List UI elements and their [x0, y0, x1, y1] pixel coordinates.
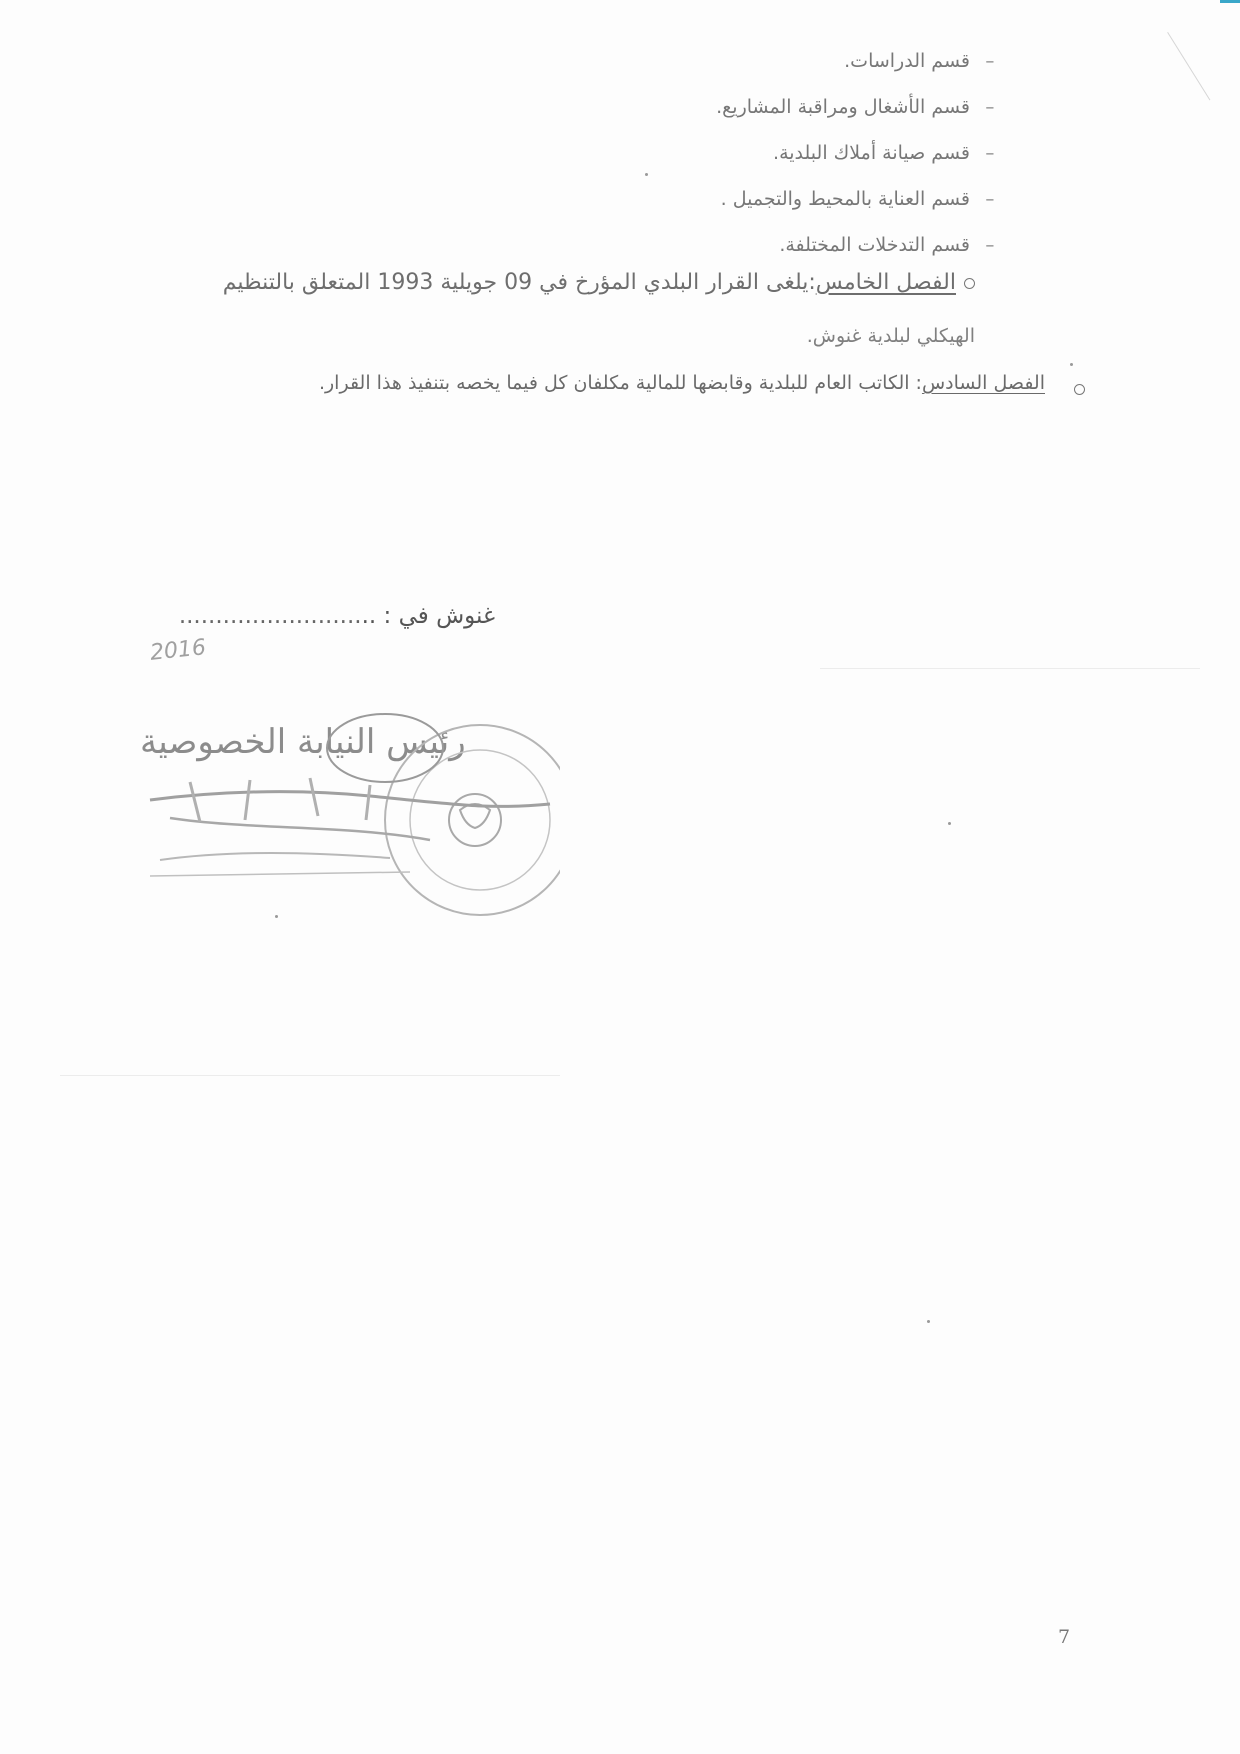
departments-list: [310, 38, 1010, 268]
list-dash: –: [985, 188, 995, 210]
list-dash: –: [985, 50, 995, 72]
scan-crease-mark: [1167, 32, 1210, 100]
place-date-label: غنوش في : ..: [361, 603, 495, 629]
article-5-continuation: الهيكلي لبلدية غنوش.: [806, 325, 975, 347]
list-dash: –: [985, 234, 995, 256]
article-6-text: : الكاتب العام للبلدية وقابضها للمالية مكلفان كل فيما يخصه بتنفيذ هذا القرار.: [318, 372, 922, 394]
signatory-title: رئيس النيابة الخصوصية: [140, 722, 466, 762]
scan-speck: [1070, 363, 1073, 366]
official-stamp-icon: [130, 700, 560, 950]
article-6-heading: الفصل السادس: [921, 372, 1045, 394]
article-6: [145, 372, 1045, 395]
article-5-heading: الفصل الخامس: [815, 270, 956, 295]
page-number: 7: [1058, 1626, 1071, 1648]
article-5: [215, 270, 975, 296]
date-dots: .........................: [178, 603, 362, 629]
list-item-text: قسم العناية بالمحيط والتجميل .: [720, 188, 970, 210]
list-dash: –: [985, 142, 995, 164]
list-dash: –: [985, 96, 995, 118]
scan-corner-mark: [1220, 0, 1240, 3]
list-item-text: قسم التدخلات المختلفة.: [779, 234, 970, 256]
scan-speck: [948, 822, 951, 825]
bullet-icon: [1074, 384, 1085, 395]
handwritten-year: 2016: [148, 635, 208, 666]
list-item: [310, 130, 1010, 176]
place-date-line: [135, 603, 495, 629]
scan-artifact-line: [60, 1075, 560, 1076]
scan-artifact-line: [820, 668, 1200, 669]
list-item: [310, 176, 1010, 222]
list-item: [310, 84, 1010, 130]
list-item: [310, 38, 1010, 84]
article-5-text: :يلغى القرار البلدي المؤرخ في 09 جويلية 1993 المتعلق بالتنظيم: [222, 270, 816, 295]
scan-speck: [927, 1320, 930, 1323]
list-item-text: قسم صيانة أملاك البلدية.: [773, 142, 970, 164]
list-item-text: قسم الدراسات.: [844, 50, 970, 72]
bullet-icon: [964, 278, 975, 289]
list-item: [310, 222, 1010, 268]
list-item-text: قسم الأشغال ومراقبة المشاريع.: [716, 96, 970, 118]
